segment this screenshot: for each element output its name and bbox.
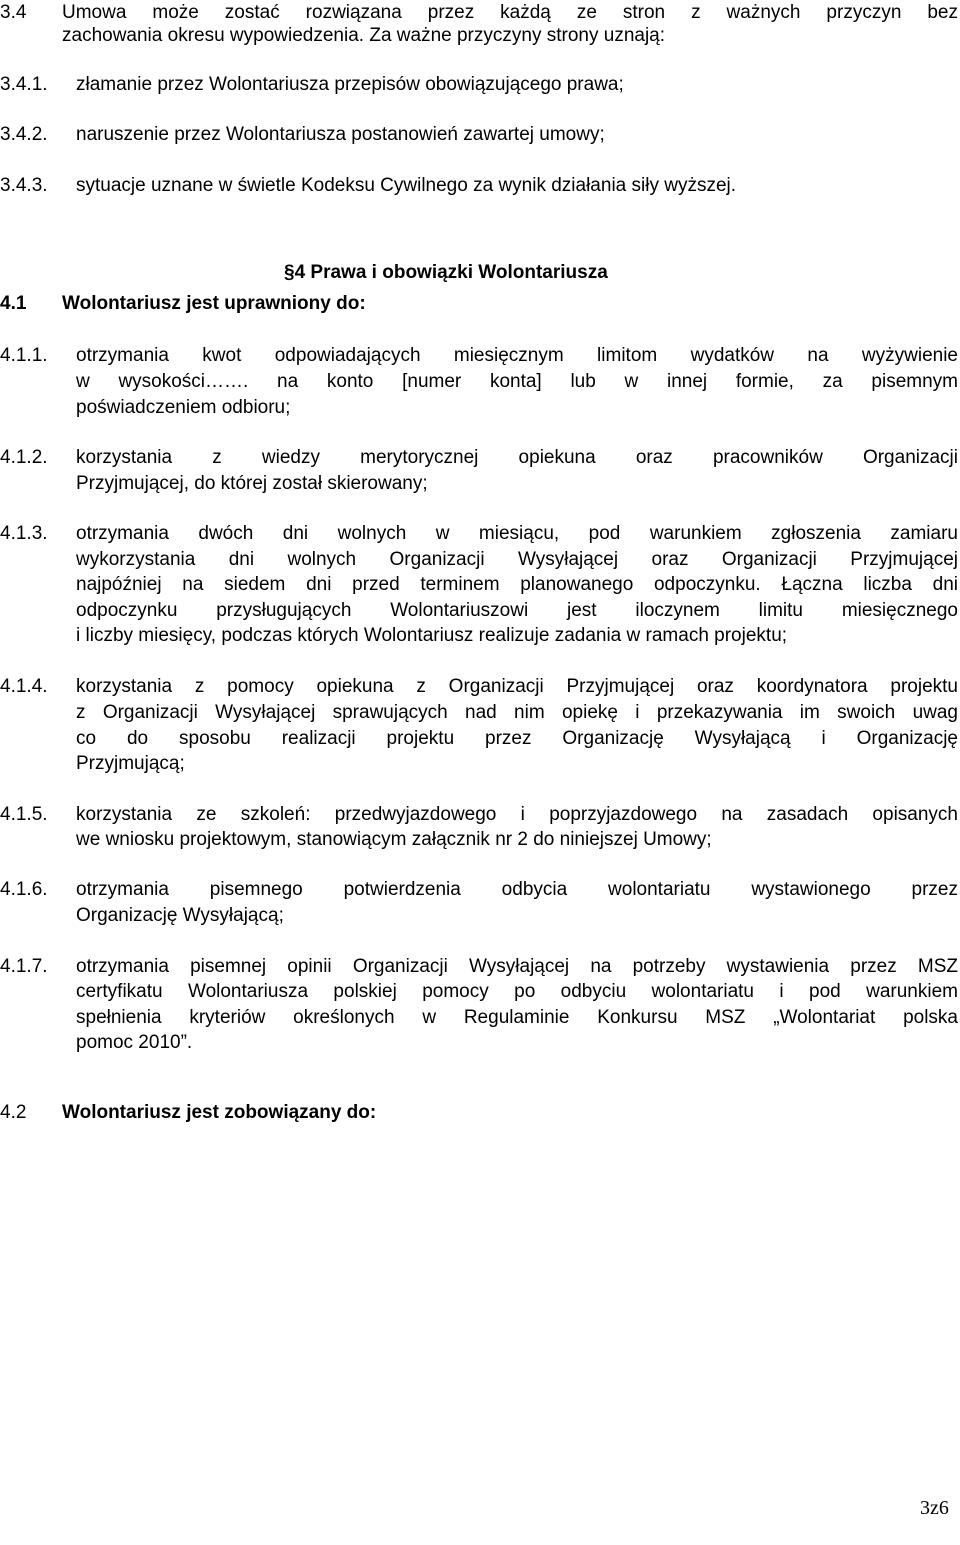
item-number: 4.1.1. (0, 345, 48, 366)
item-text-line: certyfikatu Wolontariusza polskiej pomocy po odbyciu wolontariatu i pod warunkiem (76, 981, 958, 1002)
item-text-line: korzystania ze szkoleń: przedwyjazdowego i poprzyjazdowego na zasadach opisanych (76, 804, 958, 825)
clause-title: Wolontariusz jest uprawniony do: (62, 293, 366, 314)
item-text-line: w wysokości……. na konto [numer konta] lub w innej formie, za pisemnym (76, 371, 958, 392)
item-text-line: otrzymania pisemnej opinii Organizacji Wysyłającej na potrzeby wystawienia przez MSZ (76, 956, 958, 977)
item-number: 4.1.3. (0, 523, 48, 544)
item-text-line: otrzymania pisemnego potwierdzenia odbycia wolontariatu wystawionego przez (76, 879, 958, 900)
clause-number: 4.2 (0, 1102, 27, 1123)
item-text-line: korzystania z pomocy opiekuna z Organizacji Przyjmującej oraz koordynatora projektu (76, 676, 958, 697)
clause-title: Wolontariusz jest zobowiązany do: (62, 1102, 377, 1123)
item-text-line: Organizację Wysyłającą; (76, 905, 284, 926)
item-text-line: z Organizacji Wysyłającej sprawujących nad nim opiekę i przekazywania im swoich uwag (76, 702, 958, 723)
item-text-line: i liczby miesięcy, podczas których Wolontariusz realizuje zadania w ramach projektu; (76, 625, 788, 646)
item-text-line: poświadczeniem odbioru; (76, 397, 291, 418)
item-text-line: co do sposobu realizacji projektu przez Organizację Wysyłającą i Organizację (76, 728, 958, 749)
item-number: 3.4.3. (0, 175, 48, 196)
item-text: naruszenie przez Wolontariusza postanowień zawartej umowy; (76, 124, 605, 145)
item-text-line: pomoc 2010”. (76, 1032, 193, 1053)
clause-text-line: zachowania okresu wypowiedzenia. Za ważne przyczyny strony uznają: (62, 25, 666, 46)
section-heading: §4 Prawa i obowiązki Wolontariusza (284, 262, 608, 283)
item-number: 4.1.6. (0, 879, 48, 900)
item-text: sytuacje uznane w świetle Kodeksu Cywilnego za wynik działania siły wyższej. (76, 175, 737, 196)
item-text-line: we wniosku projektowym, stanowiącym załącznik nr 2 do niniejszej Umowy; (76, 829, 712, 850)
clause-text-line: Umowa może zostać rozwiązana przez każdą ze stron z ważnych przyczyn bez (62, 2, 958, 23)
item-text-line: odpoczynku przysługujących Wolontariuszowi jest iloczynem limitu miesięcznego (76, 600, 958, 621)
clause-number: 3.4 (0, 2, 27, 23)
item-text-line: otrzymania kwot odpowiadających miesięcznym limitom wydatków na wyżywienie (76, 345, 958, 366)
item-number: 3.4.1. (0, 74, 48, 95)
item-text-line: Przyjmującej, do której został skierowany; (76, 473, 428, 494)
item-text-line: spełnienia kryteriów określonych w Regulaminie Konkursu MSZ „Wolontariat polska (76, 1007, 958, 1028)
item-number: 3.4.2. (0, 124, 48, 145)
item-number: 4.1.2. (0, 447, 48, 468)
item-text-line: Przyjmującą; (76, 753, 185, 774)
item-text: złamanie przez Wolontariusza przepisów obowiązującego prawa; (76, 74, 624, 95)
page-number: 3z6 (920, 1497, 949, 1519)
item-text-line: najpóźniej na siedem dni przed terminem planowanego odpoczynku. Łączna liczba dni (76, 574, 958, 595)
item-number: 4.1.4. (0, 676, 48, 697)
clause-number: 4.1 (0, 293, 27, 314)
item-number: 4.1.5. (0, 804, 48, 825)
item-text-line: wykorzystania dni wolnych Organizacji Wysyłającej oraz Organizacji Przyjmującej (76, 549, 958, 570)
item-text-line: korzystania z wiedzy merytorycznej opiekuna oraz pracowników Organizacji (76, 447, 958, 468)
item-text-line: otrzymania dwóch dni wolnych w miesiącu, pod warunkiem zgłoszenia zamiaru (76, 523, 958, 544)
item-number: 4.1.7. (0, 956, 48, 977)
